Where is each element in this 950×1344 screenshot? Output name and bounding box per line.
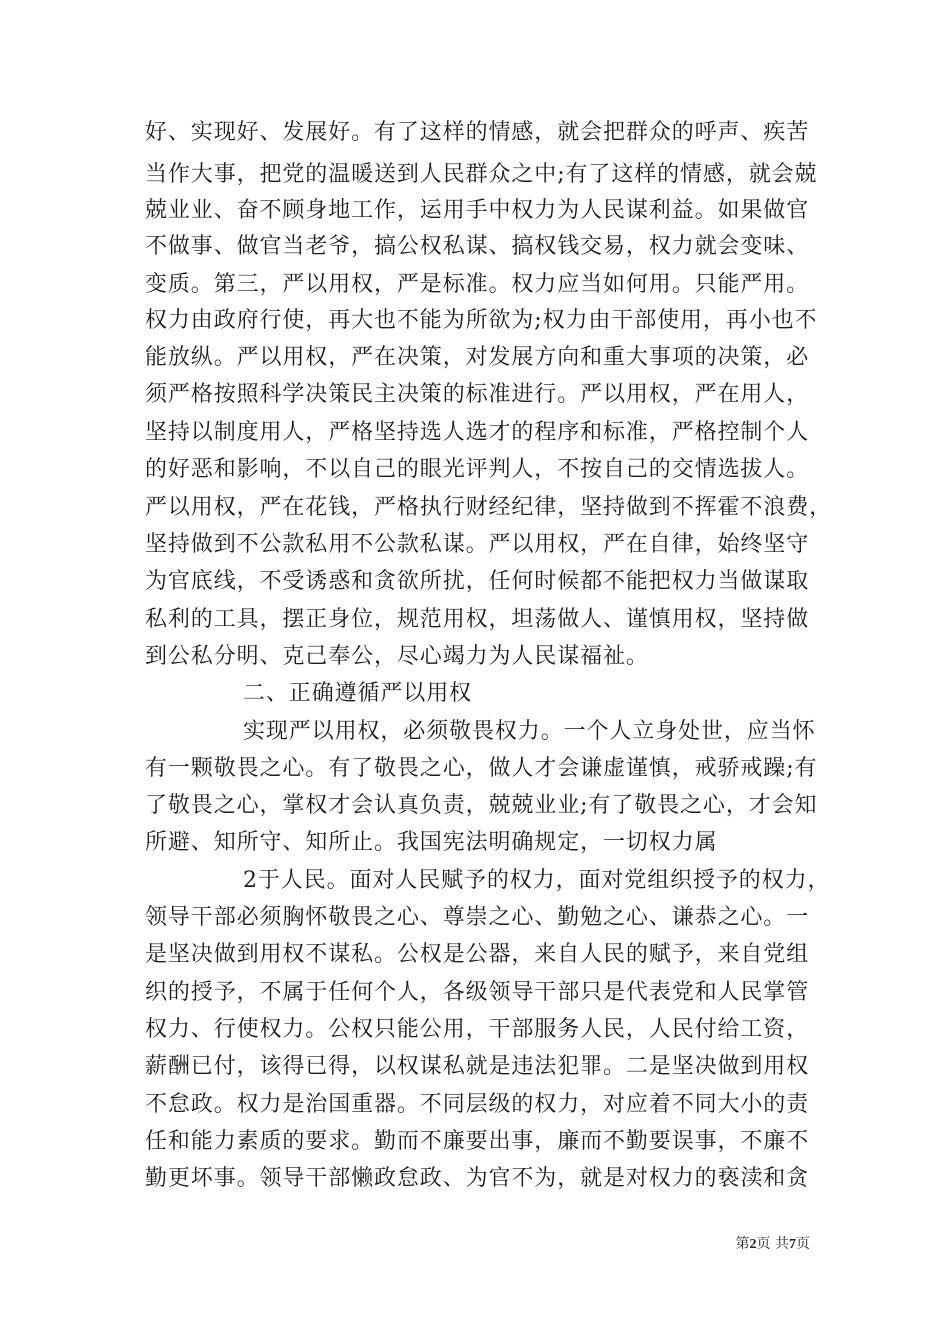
body-text-line: 能放纵。严以用权，严在决策，对发展方向和重大事项的决策，必 <box>145 345 810 370</box>
body-text-line: 权力、行使权力。公权只能公用，干部服务人民，人民付给工资， <box>145 1017 810 1042</box>
body-text-line: 当作大事，把党的温暖送到人民群众之中;有了这样的情感，就会兢 <box>145 162 818 187</box>
body-text-line: 严以用权，严在花钱，严格执行财经纪律，坚持做到不挥霍不浪费， <box>145 495 833 520</box>
body-text-line: 了敬畏之心，掌权才会认真负责，兢兢业业;有了敬畏之心，才会知 <box>145 793 818 818</box>
footer-middle: 页 共 <box>756 1236 789 1252</box>
body-text-line: 是坚决做到用权不谋私。公权是公器，来自人民的赋予，来自党组 <box>145 942 810 967</box>
current-page-number: 2 <box>749 1237 757 1252</box>
body-text-line: 兢业业、奋不顾身地工作，运用手中权力为人民谋利益。如果做官 <box>145 198 810 223</box>
body-text-line: 坚持做到不公款私用不公款私谋。严以用权，严在自律，始终坚守 <box>145 532 810 557</box>
body-text-line: 勤更坏事。领导干部懒政怠政、为官不为，就是对权力的亵渎和贪 <box>145 1166 810 1191</box>
body-text-line: 的好恶和影响，不以自己的眼光评判人，不按自己的交情选拔人。 <box>145 457 810 482</box>
paragraph-first-line: 2于人民。面对人民赋予的权力，面对党组织授予的权力， <box>243 868 831 893</box>
body-text-line: 为官底线，不受诱惑和贪欲所扰，任何时候都不能把权力当做谋取 <box>145 569 810 594</box>
body-text-line: 须严格按照科学决策民主决策的标准进行。严以用权，严在用人， <box>145 382 810 407</box>
body-text-line: 织的授予，不属于任何个人，各级领导干部只是代表党和人民掌管 <box>145 980 810 1005</box>
body-text-line: 不怠政。权力是治国重器。不同层级的权力，对应着不同大小的责 <box>145 1092 810 1117</box>
body-text-line: 好、实现好、发展好。有了这样的情感，就会把群众的呼声、疾苦 <box>145 120 810 145</box>
body-text-line: 所避、知所守、知所止。我国宪法明确规定，一切权力属 <box>145 830 718 855</box>
section-heading: 二、正确遵循严以用权 <box>243 681 473 706</box>
footer-prefix: 第 <box>735 1236 750 1252</box>
body-text-line: 不做事、做官当老爷，搞公权私谋、搞权钱交易，权力就会变味、 <box>145 234 810 259</box>
body-text-line: 变质。第三，严以用权，严是标准。权力应当如何用。只能严用。 <box>145 272 810 297</box>
body-text-line: 薪酬已付，该得已得，以权谋私就是违法犯罪。二是坚决做到用权 <box>145 1054 810 1079</box>
footer-suffix: 页 <box>796 1236 810 1252</box>
body-text-line: 领导干部必须胸怀敬畏之心、尊崇之心、勤勉之心、谦恭之心。一 <box>145 905 810 930</box>
paragraph-first-line: 实现严以用权，必须敬畏权力。一个人立身处世，应当怀 <box>243 719 816 744</box>
page-footer <box>700 1234 810 1255</box>
body-text-line: 权力由政府行使，再大也不能为所欲为;权力由干部使用，再小也不 <box>145 308 818 333</box>
body-text-line: 任和能力素质的要求。勤而不廉要出事，廉而不勤要误事，不廉不 <box>145 1129 810 1154</box>
total-pages-number: 7 <box>789 1237 796 1252</box>
body-text-line: 有一颗敬畏之心。有了敬畏之心，做人才会谦虚谨慎，戒骄戒躁;有 <box>145 756 818 781</box>
body-text-line: 到公私分明、克己奉公，尽心竭力为人民谋福祉。 <box>145 644 649 669</box>
body-text-line: 私利的工具，摆正身位，规范用权，坦荡做人、谨慎用权，坚持做 <box>145 607 810 632</box>
body-text-line: 坚持以制度用人，严格坚持选人选才的程序和标准，严格控制个人 <box>145 420 810 445</box>
